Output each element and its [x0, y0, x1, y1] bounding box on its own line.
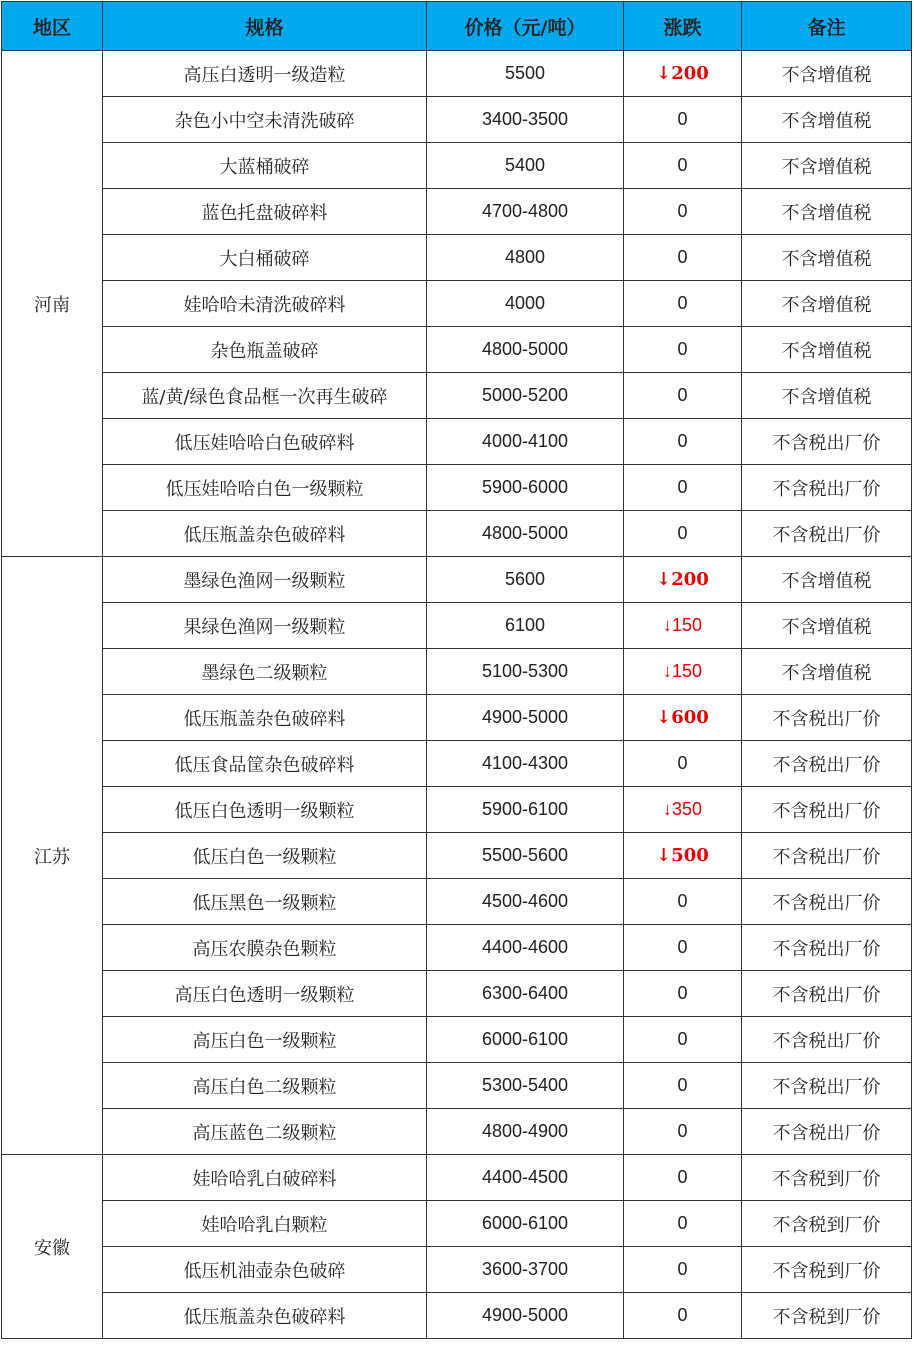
change-cell: 0 [624, 419, 742, 465]
change-cell: ↓350 [624, 787, 742, 833]
price-cell: 4800-5000 [427, 327, 624, 373]
spec-cell: 果绿色渔网一级颗粒 [103, 603, 427, 649]
table-body [2, 51, 912, 1339]
table-row [2, 557, 912, 603]
spec-cell: 大白桶破碎 [103, 235, 427, 281]
change-cell: ↓600 [624, 695, 742, 741]
price-cell: 4800-4900 [427, 1109, 624, 1155]
price-cell: 4500-4600 [427, 879, 624, 925]
change-cell: 0 [624, 281, 742, 327]
note-cell: 不含税到厂价 [742, 1155, 912, 1201]
note-cell: 不含税到厂价 [742, 1201, 912, 1247]
change-cell: 0 [624, 373, 742, 419]
table-row [2, 327, 912, 373]
note-cell: 不含税出厂价 [742, 1017, 912, 1063]
change-cell: 0 [624, 97, 742, 143]
note-cell: 不含增值税 [742, 327, 912, 373]
price-cell: 6000-6100 [427, 1201, 624, 1247]
spec-cell: 低压娃哈哈白色破碎料 [103, 419, 427, 465]
change-cell: 0 [624, 189, 742, 235]
note-cell: 不含税出厂价 [742, 741, 912, 787]
region-cell: 安徽 [2, 1155, 103, 1339]
table-row [2, 695, 912, 741]
table-row [2, 51, 912, 97]
spec-cell: 高压农膜杂色颗粒 [103, 925, 427, 971]
note-cell: 不含增值税 [742, 97, 912, 143]
change-cell: ↓150 [624, 649, 742, 695]
price-cell: 3400-3500 [427, 97, 624, 143]
price-cell: 4800-5000 [427, 511, 624, 557]
note-cell: 不含增值税 [742, 603, 912, 649]
table-row [2, 649, 912, 695]
change-cell: 0 [624, 741, 742, 787]
note-cell: 不含税出厂价 [742, 833, 912, 879]
note-cell: 不含增值税 [742, 557, 912, 603]
table-row [2, 603, 912, 649]
note-cell: 不含税到厂价 [742, 1247, 912, 1293]
note-cell: 不含税出厂价 [742, 925, 912, 971]
price-cell: 3600-3700 [427, 1247, 624, 1293]
note-cell: 不含增值税 [742, 189, 912, 235]
table-row [2, 97, 912, 143]
table-row [2, 879, 912, 925]
note-cell: 不含税到厂价 [742, 1293, 912, 1339]
change-cell: 0 [624, 1155, 742, 1201]
header-note: 备注 [742, 2, 912, 51]
spec-cell: 高压蓝色二级颗粒 [103, 1109, 427, 1155]
header-change: 涨跌 [624, 2, 742, 51]
change-cell: 0 [624, 925, 742, 971]
change-cell: ↓150 [624, 603, 742, 649]
spec-cell: 娃哈哈乳白颗粒 [103, 1201, 427, 1247]
table-row [2, 143, 912, 189]
table-row [2, 373, 912, 419]
spec-cell: 高压白色一级颗粒 [103, 1017, 427, 1063]
table-row [2, 1247, 912, 1293]
price-cell: 4700-4800 [427, 189, 624, 235]
price-cell: 5900-6000 [427, 465, 624, 511]
table-row [2, 1293, 912, 1339]
table-row [2, 235, 912, 281]
change-cell: 0 [624, 1063, 742, 1109]
spec-cell: 低压机油壶杂色破碎 [103, 1247, 427, 1293]
table-row [2, 1063, 912, 1109]
note-cell: 不含增值税 [742, 373, 912, 419]
note-cell: 不含税出厂价 [742, 1063, 912, 1109]
price-cell: 6100 [427, 603, 624, 649]
price-cell: 4800 [427, 235, 624, 281]
change-cell: 0 [624, 1293, 742, 1339]
table-row [2, 1109, 912, 1155]
price-cell: 5600 [427, 557, 624, 603]
spec-cell: 大蓝桶破碎 [103, 143, 427, 189]
price-cell: 4000 [427, 281, 624, 327]
price-cell: 5100-5300 [427, 649, 624, 695]
note-cell: 不含增值税 [742, 281, 912, 327]
change-cell: ↓200 [624, 557, 742, 603]
table-row [2, 925, 912, 971]
note-cell: 不含税出厂价 [742, 465, 912, 511]
header-region: 地区 [2, 2, 103, 51]
spec-cell: 低压白色透明一级颗粒 [103, 787, 427, 833]
change-cell: ↓200 [624, 51, 742, 97]
table-row [2, 1201, 912, 1247]
price-cell: 4900-5000 [427, 695, 624, 741]
spec-cell: 低压娃哈哈白色一级颗粒 [103, 465, 427, 511]
price-cell: 5500-5600 [427, 833, 624, 879]
table-row [2, 833, 912, 879]
price-table [1, 1, 912, 1339]
table-row [2, 465, 912, 511]
table-row [2, 787, 912, 833]
region-cell: 河南 [2, 51, 103, 557]
spec-cell: 娃哈哈乳白破碎料 [103, 1155, 427, 1201]
table-row [2, 971, 912, 1017]
note-cell: 不含增值税 [742, 51, 912, 97]
change-cell: 0 [624, 235, 742, 281]
price-cell: 6300-6400 [427, 971, 624, 1017]
note-cell: 不含增值税 [742, 143, 912, 189]
note-cell: 不含税出厂价 [742, 1109, 912, 1155]
note-cell: 不含税出厂价 [742, 787, 912, 833]
spec-cell: 蓝色托盘破碎料 [103, 189, 427, 235]
table-row [2, 741, 912, 787]
change-cell: ↓500 [624, 833, 742, 879]
spec-cell: 低压食品筐杂色破碎料 [103, 741, 427, 787]
spec-cell: 娃哈哈未清洗破碎料 [103, 281, 427, 327]
price-cell: 4900-5000 [427, 1293, 624, 1339]
change-cell: 0 [624, 1109, 742, 1155]
change-cell: 0 [624, 1247, 742, 1293]
note-cell: 不含税出厂价 [742, 511, 912, 557]
spec-cell: 高压白色二级颗粒 [103, 1063, 427, 1109]
spec-cell: 墨绿色二级颗粒 [103, 649, 427, 695]
spec-cell: 低压黑色一级颗粒 [103, 879, 427, 925]
spec-cell: 蓝/黄/绿色食品框一次再生破碎 [103, 373, 427, 419]
note-cell: 不含税出厂价 [742, 695, 912, 741]
change-cell: 0 [624, 511, 742, 557]
price-cell: 5500 [427, 51, 624, 97]
spec-cell: 杂色小中空未清洗破碎 [103, 97, 427, 143]
change-cell: 0 [624, 143, 742, 189]
note-cell: 不含税出厂价 [742, 971, 912, 1017]
spec-cell: 低压瓶盖杂色破碎料 [103, 1293, 427, 1339]
price-cell: 5400 [427, 143, 624, 189]
price-cell: 4400-4500 [427, 1155, 624, 1201]
spec-cell: 低压瓶盖杂色破碎料 [103, 511, 427, 557]
region-cell: 江苏 [2, 557, 103, 1155]
change-cell: 0 [624, 1017, 742, 1063]
table-row [2, 189, 912, 235]
header-price: 价格（元/吨） [427, 2, 624, 51]
spec-cell: 墨绿色渔网一级颗粒 [103, 557, 427, 603]
table-row [2, 281, 912, 327]
table-row [2, 419, 912, 465]
change-cell: 0 [624, 465, 742, 511]
note-cell: 不含增值税 [742, 235, 912, 281]
table-row [2, 1155, 912, 1201]
price-cell: 5300-5400 [427, 1063, 624, 1109]
note-cell: 不含税出厂价 [742, 419, 912, 465]
spec-cell: 杂色瓶盖破碎 [103, 327, 427, 373]
change-cell: 0 [624, 971, 742, 1017]
price-cell: 5000-5200 [427, 373, 624, 419]
note-cell: 不含税出厂价 [742, 879, 912, 925]
price-cell: 6000-6100 [427, 1017, 624, 1063]
change-cell: 0 [624, 1201, 742, 1247]
header-row [2, 2, 912, 51]
spec-cell: 低压白色一级颗粒 [103, 833, 427, 879]
spec-cell: 高压白透明一级造粒 [103, 51, 427, 97]
table-row [2, 1017, 912, 1063]
price-cell: 4100-4300 [427, 741, 624, 787]
change-cell: 0 [624, 327, 742, 373]
spec-cell: 高压白色透明一级颗粒 [103, 971, 427, 1017]
change-cell: 0 [624, 879, 742, 925]
price-cell: 4400-4600 [427, 925, 624, 971]
price-cell: 5900-6100 [427, 787, 624, 833]
table-row [2, 511, 912, 557]
price-cell: 4000-4100 [427, 419, 624, 465]
note-cell: 不含增值税 [742, 649, 912, 695]
spec-cell: 低压瓶盖杂色破碎料 [103, 695, 427, 741]
header-spec: 规格 [103, 2, 427, 51]
